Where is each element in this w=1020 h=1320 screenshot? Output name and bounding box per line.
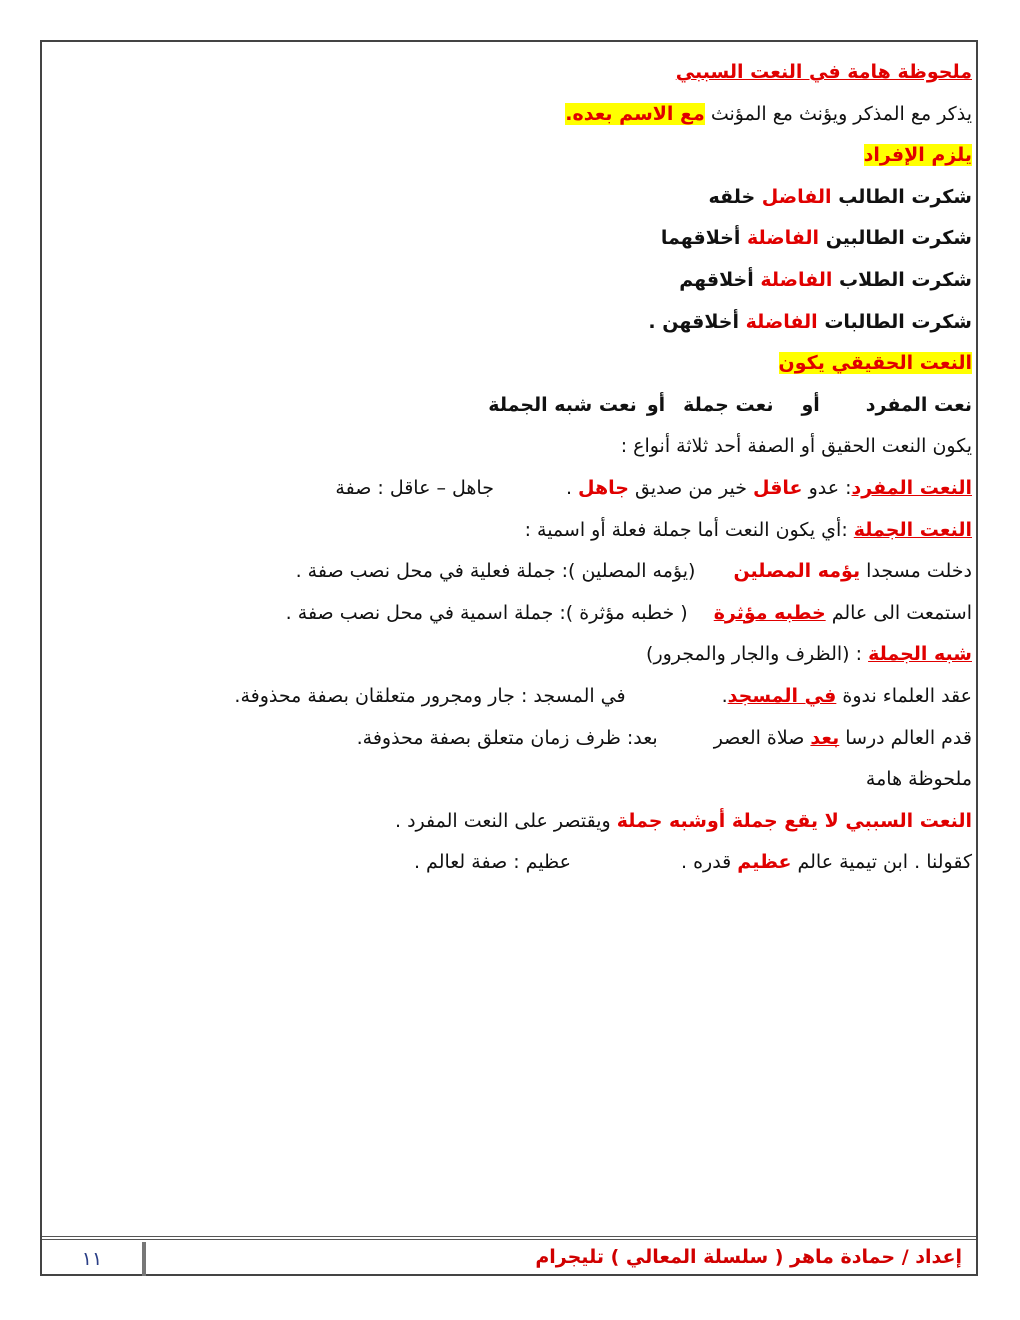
paragraph-line: النعت السببي لا يقع جملة أوشبه جملة ويقتصر على النعت المفرد . (395, 809, 972, 832)
example-line: استمعت الى عالم خطبه مؤثرة( خطبه مؤثرة ): جملة اسمية في محل نصب صفة . (285, 601, 972, 624)
paragraph-line: يكون النعت الحقيق أو الصفة أحد ثلاثة أنواع : (620, 435, 972, 458)
note-heading: ملحوظة هامة (865, 768, 972, 791)
section-heading-real-adjective: النعت الحقيقي يكون (778, 352, 972, 375)
paragraph-line: يذكر مع المذكر ويؤنث مع المؤنث مع الاسم بعده. (565, 102, 972, 125)
example-line: عقد العلماء ندوة في المسجد.في المسجد : جار ومجرور متعلقان بصفة محذوفة. (234, 684, 972, 707)
page-number: ١١ (42, 1242, 146, 1276)
rule-heading: يلزم الإفراد (863, 144, 972, 167)
sentence-adjective-line: النعت الجملة :أي يكون النعت أما جملة فعلة أو اسمية : (524, 518, 972, 541)
adjective-types-line: نعت المفردأونعت جملةأونعت شبه الجملة (488, 393, 972, 416)
example-line: شكرت الطالبات الفاضلة أخلاقهن . (648, 310, 972, 333)
example-line: دخلت مسجدا يؤمه المصلين(يؤمه المصلين ): جملة فعلية في محل نصب صفة . (295, 560, 972, 583)
singular-adjective-line: النعت المفرد: عدو عاقل خير من صديق جاهل .جاهل – عاقل : صفة (335, 476, 972, 499)
page-footer (42, 1242, 976, 1276)
document-body (52, 52, 972, 884)
heading-causal-adjective-note: ملحوظة هامة في النعت السببي (675, 61, 972, 83)
footer-credit: إعداد / حمادة ماهر ( سلسلة المعالي ) تليجرام (535, 1246, 962, 1268)
page-frame (40, 40, 978, 1276)
example-line: شكرت الطالبين الفاضلة أخلاقهما (660, 227, 972, 250)
example-line: قدم العالم درسا بعد صلاة العصربعد: ظرف زمان متعلق بصفة محذوفة. (356, 726, 972, 749)
example-line: شكرت الطالب الفاضل خلقه (708, 185, 972, 208)
example-line: شكرت الطلاب الفاضلة أخلاقهم (679, 268, 972, 291)
example-line: كقولنا . ابن تيمية عالم عظيم قدره .عظيم : صفة لعالم . (413, 851, 972, 874)
footer-divider (42, 1236, 976, 1240)
semi-sentence-line: شبه الجملة : (الظرف والجار والمجرور) (646, 643, 972, 666)
